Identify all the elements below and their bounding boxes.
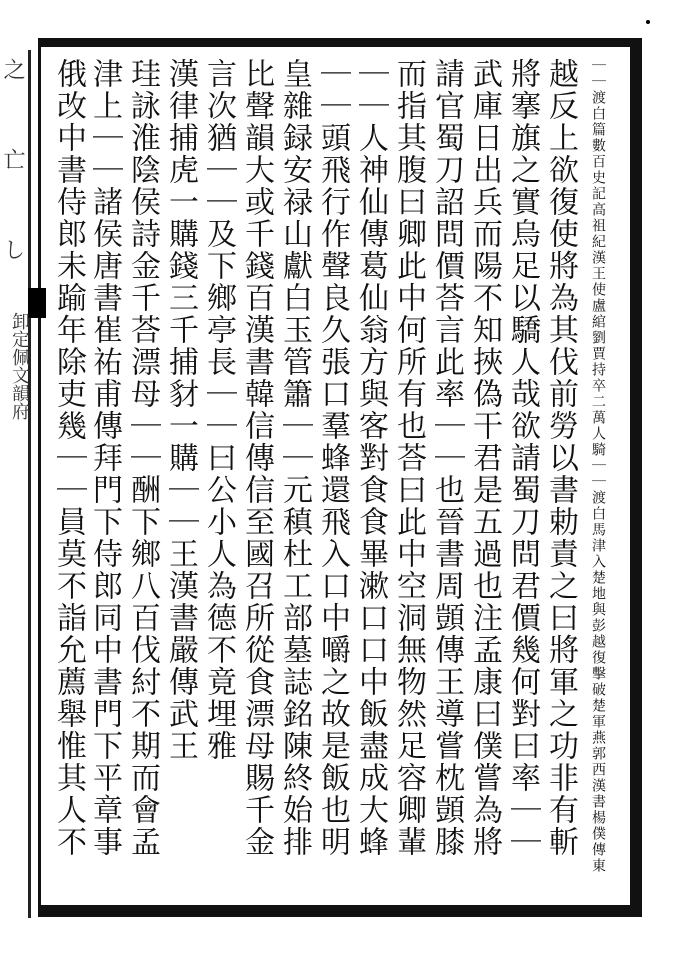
- text-column-15: 俄改中書侍郎未踰年除吏幾｜｜員莫不詣允薦舉惟其人不: [51, 58, 86, 858]
- text-column-13: 珪詠淮陰侯詩金千荅漂母｜｜酬下鄉八百伐紂不期而會孟: [125, 58, 160, 858]
- ink-speck: [646, 20, 650, 24]
- text-column-12: 漢律捕虎一購錢三千捕豺一購｜｜王漢書嚴傳武王: [163, 58, 198, 762]
- text-column-1: ｜｜渡白篇數百史記高祖紀漢王使盧綰劉賈持卒二萬人騎｜｜渡白馬津入楚地與彭越復擊破楚軍燕郭西漢書楊僕傳東: [590, 58, 606, 874]
- text-column-14: 津上｜｜諸侯唐書崔祐甫傳拜門下侍郎同中書門下平章事: [87, 58, 122, 858]
- text-column-2: 越反上欲復使將為其伐前勞以書勅責之曰將軍之功非有斬: [543, 58, 578, 858]
- text-column-4: 武庫日出兵而陽不知挾偽干君是五過也注孟康曰僕嘗為將: [467, 58, 502, 858]
- text-column-8: ｜｜頭飛行作聲良久張口羣蜂還飛入口中嚼之故是飯也明: [315, 58, 350, 858]
- top-border-rule: [38, 38, 642, 47]
- fragment-char: し: [0, 238, 25, 260]
- bottom-border-rule: [38, 905, 642, 917]
- text-column-7: ｜｜人神仙傳葛仙翁方與客對食食畢漱口口中飯盡成大蜂: [353, 58, 388, 858]
- fold-edge-rule: [28, 50, 31, 918]
- text-column-11: 言次猶｜｜及下鄉亭長｜｜曰公小人為德不竟埋雅: [201, 58, 236, 762]
- margin-book-title: 卸定佩文韻府: [9, 312, 30, 420]
- right-border-rule: [630, 38, 642, 917]
- fragment-char: 亡: [0, 148, 25, 170]
- left-border-rule: [38, 38, 41, 917]
- text-column-10: 比聲韻大或千錢百漢書韓信傳信至國召所從食漂母賜千金: [239, 58, 274, 858]
- text-column-9: 皇雜録安禄山獻白玉管簫｜｜元稹杜工部墓誌銘陳終始排: [277, 58, 312, 858]
- text-column-5: 請官蜀刀詔問價荅言此率｜｜也晉書周顗傳王導嘗枕顗膝: [429, 58, 464, 858]
- fragment-char: 之: [0, 58, 25, 80]
- text-column-3: 將搴旗之實烏足以驕人哉欲請蜀刀問君價幾何對曰率｜｜: [505, 58, 540, 858]
- text-column-6: 而指其腹曰卿此中何所有也荅曰此中空洞無物然足容卿輩: [391, 58, 426, 858]
